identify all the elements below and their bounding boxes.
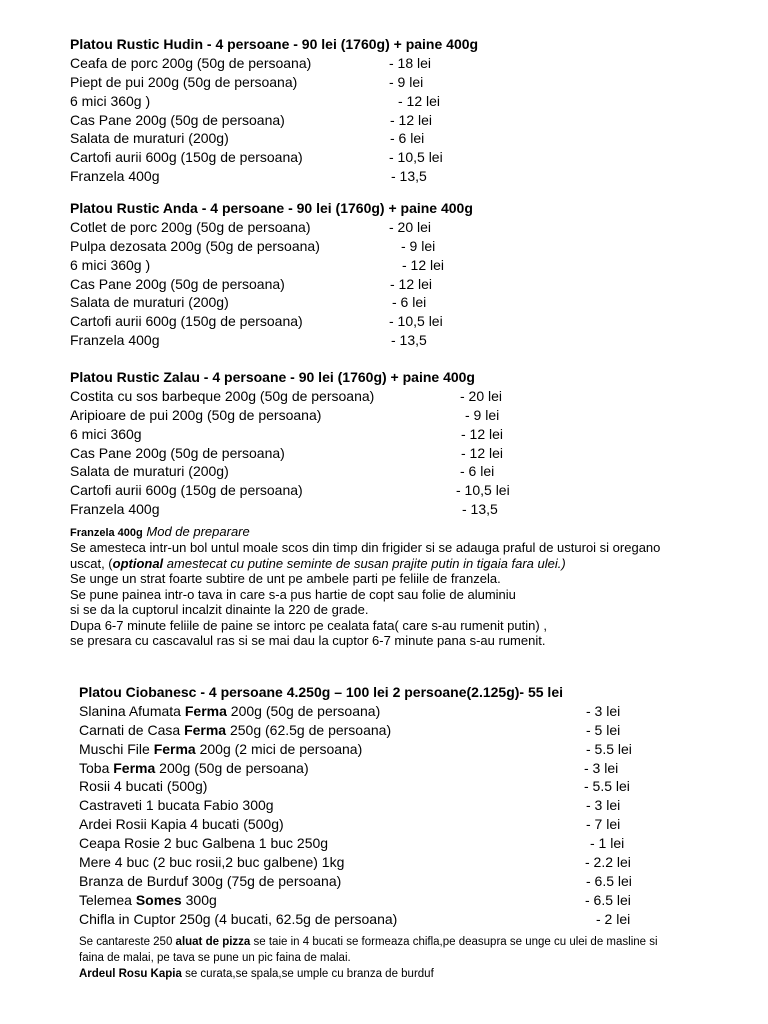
text-part: amestecat cu putine seminte de susan prajite putin in tigaia fara ulei.) xyxy=(163,556,566,571)
text-part: 300g xyxy=(181,891,217,908)
item-price: - 13,5 xyxy=(462,501,498,518)
item-name: Piept de pui 200g (50g de persoana) xyxy=(70,73,298,90)
text-part: Chifla in Cuptor 250g (4 bucati, 62.5g de persoana) xyxy=(79,910,398,927)
menu-item xyxy=(70,444,730,463)
text-part: Rosii 4 bucati (500g) xyxy=(79,778,208,795)
item-name xyxy=(79,910,397,929)
item-name: Costita cu sos barbeque 200g (50g de persoana) xyxy=(70,387,375,404)
item-price: - 6.5 lei xyxy=(586,872,632,889)
item-price: - 6.5 lei xyxy=(585,891,631,908)
text-part: 200g (50g de persoana) xyxy=(155,759,309,776)
item-name xyxy=(79,891,217,910)
text-part: Ardei Rosii Kapia 4 bucati (500g) xyxy=(79,816,284,833)
preparation-title: Mod de preparare xyxy=(146,524,250,539)
item-price: - 18 lei xyxy=(389,54,432,71)
item-price: - 9 lei xyxy=(389,73,424,90)
item-price: - 3 lei xyxy=(586,797,621,814)
item-price: - 20 lei xyxy=(389,218,432,235)
text-part: 250g (62.5g de persoana) xyxy=(226,721,392,738)
preparation-line: se presara cu cascavalul ras si se mai dau la cuptor 6-7 minute pana s-au rumenit. xyxy=(70,633,546,648)
section-title: Platou Rustic Anda - 4 persoane - 90 lei (1760g) + paine 400g xyxy=(70,200,473,216)
item-price: - 10,5 lei xyxy=(389,149,443,166)
menu-item xyxy=(70,387,730,406)
menu-item xyxy=(70,167,730,186)
item-name: Cas Pane 200g (50g de persoana) xyxy=(70,275,285,292)
menu-item xyxy=(79,815,739,834)
item-price: - 7 lei xyxy=(586,816,621,833)
item-name: Cas Pane 200g (50g de persoana) xyxy=(70,444,285,461)
item-price: - 12 lei xyxy=(402,256,445,273)
text-part: Se cantareste 250 xyxy=(79,936,176,948)
item-name: Cartofi aurii 600g (150g de persoana) xyxy=(70,313,303,330)
item-name: 6 mici 360g xyxy=(70,425,142,442)
item-name xyxy=(79,834,328,853)
menu-item xyxy=(70,425,730,444)
item-price: - 12 lei xyxy=(398,92,441,109)
menu-item xyxy=(79,796,739,815)
text-part: 200g (50g de persoana) xyxy=(226,702,381,719)
item-price: - 5.5 lei xyxy=(586,740,632,757)
text-part: Muschi File xyxy=(79,740,154,757)
menu-item xyxy=(79,777,739,796)
text-part: Slanina Afumata xyxy=(79,702,185,719)
menu-item xyxy=(70,111,730,130)
platou-anda xyxy=(70,199,730,350)
item-price: - 2 lei xyxy=(596,910,631,927)
menu-item xyxy=(70,293,730,312)
note-line xyxy=(79,934,658,950)
item-price: - 5 lei xyxy=(586,721,621,738)
item-name: 6 mici 360g ) xyxy=(70,92,151,109)
platou-ciobanesc xyxy=(79,683,739,929)
preparation-line xyxy=(70,556,566,571)
platou-anda-title xyxy=(70,199,730,218)
menu-item xyxy=(70,218,730,237)
item-name: Franzela 400g xyxy=(70,168,160,185)
item-price: - 13,5 xyxy=(391,168,427,185)
brand-name: Ferma xyxy=(113,759,156,776)
item-name xyxy=(79,777,207,796)
brand-name: Ferma xyxy=(153,740,196,757)
item-name: Salata de muraturi (200g) xyxy=(70,130,229,147)
platou-zalau xyxy=(70,368,730,519)
preparation-line: Se pune painea intr-o tava in care s-a pus hartie de copt sau folie de aluminiu xyxy=(70,587,516,602)
item-price: - 12 lei xyxy=(461,444,504,461)
item-name: Salata de muraturi (200g) xyxy=(70,294,229,311)
preparation-line: si se da la cuptorul incalzit dinainte la 220 de grade. xyxy=(70,602,369,617)
item-price: - 12 lei xyxy=(390,111,433,128)
item-name: Cartofi aurii 600g (150g de persoana) xyxy=(70,149,303,166)
item-price: - 3 lei xyxy=(584,759,619,776)
platou-ciobanesc-title xyxy=(79,683,739,702)
item-name xyxy=(79,702,380,721)
text-part: 200g (2 mici de persoana) xyxy=(195,740,363,757)
text-part: optional xyxy=(112,556,164,571)
menu-item xyxy=(70,237,730,256)
item-price: - 12 lei xyxy=(461,425,504,442)
menu-item xyxy=(79,721,739,740)
menu-item xyxy=(70,406,730,425)
menu-item xyxy=(79,740,739,759)
menu-item xyxy=(79,910,739,929)
item-name xyxy=(79,740,362,759)
text-part: Ardeul Rosu Kapia xyxy=(79,968,182,980)
platou-hudin xyxy=(70,35,730,186)
menu-item xyxy=(79,702,739,721)
brand-name: Ferma xyxy=(184,721,227,738)
item-name: Salata de muraturi (200g) xyxy=(70,463,229,480)
item-price: - 13,5 xyxy=(391,332,427,349)
item-name: Cartofi aurii 600g (150g de persoana) xyxy=(70,482,303,499)
item-name xyxy=(79,872,341,891)
item-name xyxy=(79,759,309,778)
item-price: - 3 lei xyxy=(586,702,621,719)
item-price: - 10,5 lei xyxy=(389,313,443,330)
item-price: - 5.5 lei xyxy=(584,778,630,795)
text-part: aluat de pizza xyxy=(175,936,251,948)
item-name: Pulpa dezosata 200g (50g de persoana) xyxy=(70,237,320,254)
item-price: - 1 lei xyxy=(590,835,625,852)
menu-item xyxy=(70,54,730,73)
preparation-line: Se amesteca intr-un bol untul moale scos din timp din frigider si se adauga praful de usturoi si oregano xyxy=(70,540,661,555)
note-line: faina de malai, pe tava se pune un pic faina de malai. xyxy=(79,952,351,964)
text-part: Carnati de Casa xyxy=(79,721,185,738)
menu-item xyxy=(70,256,730,275)
text-part: Branza de Burduf 300g (75g de persoana) xyxy=(79,872,342,889)
item-name xyxy=(79,815,284,834)
platou-zalau-title xyxy=(70,368,730,387)
menu-item xyxy=(79,891,739,910)
section-title: Platou Rustic Zalau - 4 persoane - 90 lei (1760g) + paine 400g xyxy=(70,369,475,385)
item-price: - 9 lei xyxy=(465,406,500,423)
menu-item xyxy=(79,853,739,872)
menu-item xyxy=(79,872,739,891)
item-name: Franzela 400g xyxy=(70,332,160,349)
menu-item xyxy=(70,312,730,331)
item-name xyxy=(79,721,391,740)
menu-item xyxy=(79,834,739,853)
item-price: - 20 lei xyxy=(460,387,503,404)
section-title: Platou Rustic Hudin - 4 persoane - 90 lei (1760g) + paine 400g xyxy=(70,36,479,52)
item-price: - 2.2 lei xyxy=(585,854,631,871)
menu-item xyxy=(70,92,730,111)
item-price: - 12 lei xyxy=(390,275,433,292)
item-name xyxy=(79,796,274,815)
menu-item xyxy=(70,331,730,350)
text-part: Ceapa Rosie 2 buc Galbena 1 buc 250g xyxy=(79,835,329,852)
item-price: - 6 lei xyxy=(392,294,427,311)
menu-item xyxy=(79,759,739,778)
item-price: - 9 lei xyxy=(401,237,436,254)
menu-item xyxy=(70,462,730,481)
item-name: Ceafa de porc 200g (50g de persoana) xyxy=(70,54,312,71)
item-price: - 6 lei xyxy=(390,130,425,147)
item-name: Cas Pane 200g (50g de persoana) xyxy=(70,111,285,128)
item-name: 6 mici 360g ) xyxy=(70,256,151,273)
menu-item xyxy=(70,500,730,519)
preparation-heading xyxy=(70,524,250,541)
text-part: uscat, ( xyxy=(70,556,113,571)
text-part: se taie in 4 bucati se formeaza chifla,pe deasupra se unge cu ulei de masline si xyxy=(250,936,658,948)
text-part: se curata,se spala,se umple cu branza de burduf xyxy=(181,968,434,980)
text-part: Mere 4 buc (2 buc rosii,2 buc galbene) 1kg xyxy=(79,854,345,871)
brand-name: Somes xyxy=(135,891,182,908)
menu-item xyxy=(70,73,730,92)
item-name: Franzela 400g xyxy=(70,501,160,518)
preparation-line: Se unge un strat foarte subtire de unt pe ambele parti pe feliile de franzela. xyxy=(70,571,501,586)
text-part: Toba xyxy=(79,759,114,776)
section-title: Platou Ciobanesc - 4 persoane 4.250g – 100 lei 2 persoane(2.125g)- 55 lei xyxy=(79,684,563,700)
menu-item xyxy=(70,129,730,148)
item-name xyxy=(79,853,344,872)
text-part: Telemea xyxy=(79,891,136,908)
item-name: Aripioare de pui 200g (50g de persoana) xyxy=(70,406,322,423)
platou-hudin-title xyxy=(70,35,730,54)
item-price: - 10,5 lei xyxy=(456,482,510,499)
menu-item xyxy=(70,275,730,294)
brand-name: Ferma xyxy=(184,702,227,719)
menu-item xyxy=(70,481,730,500)
item-price: - 6 lei xyxy=(460,463,495,480)
note-line xyxy=(79,966,434,982)
preparation-line: Dupa 6-7 minute feliile de paine se intorc pe cealata fata( care s-au rumenit putin) , xyxy=(70,618,547,633)
item-name: Cotlet de porc 200g (50g de persoana) xyxy=(70,218,311,235)
menu-item xyxy=(70,148,730,167)
text-part: Castraveti 1 bucata Fabio 300g xyxy=(79,797,274,814)
preparation-label: Franzela 400g xyxy=(70,527,143,539)
